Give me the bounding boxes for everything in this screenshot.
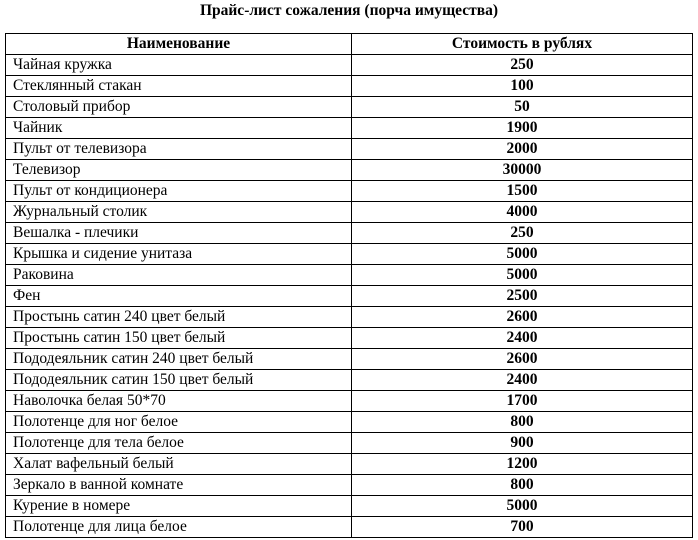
table-row	[6, 370, 693, 391]
table-row	[6, 244, 693, 265]
table-header-row	[6, 34, 693, 55]
item-cost-cell: 4000	[352, 202, 693, 223]
item-name-cell: Столовый прибор	[6, 97, 352, 118]
item-name-cell: Зеркало в ванной комнате	[6, 475, 352, 496]
item-cost-cell: 800	[352, 412, 693, 433]
item-name-cell: Курение в номере	[6, 496, 352, 517]
item-name-cell: Чайник	[6, 118, 352, 139]
item-cost-cell: 700	[352, 517, 693, 538]
item-name-cell: Телевизор	[6, 160, 352, 181]
item-cost-cell: 800	[352, 475, 693, 496]
item-name-cell: Халат вафельный белый	[6, 454, 352, 475]
table-row	[6, 496, 693, 517]
item-name-cell: Полотенце для лица белое	[6, 517, 352, 538]
item-name-cell: Простынь сатин 150 цвет белый	[6, 328, 352, 349]
item-cost-cell: 2000	[352, 139, 693, 160]
item-name-cell: Журнальный столик	[6, 202, 352, 223]
item-cost-cell: 1500	[352, 181, 693, 202]
item-cost-cell: 5000	[352, 265, 693, 286]
price-table	[5, 33, 693, 538]
item-cost-cell: 2400	[352, 370, 693, 391]
item-name-cell: Наволочка белая 50*70	[6, 391, 352, 412]
item-cost-cell: 250	[352, 223, 693, 244]
item-name-cell: Пододеяльник сатин 150 цвет белый	[6, 370, 352, 391]
item-name-cell: Пододеяльник сатин 240 цвет белый	[6, 349, 352, 370]
document-title: Прайс-лист сожаления (порча имущества)	[199, 2, 499, 19]
item-cost-cell: 50	[352, 97, 693, 118]
table-row	[6, 223, 693, 244]
item-cost-cell: 1200	[352, 454, 693, 475]
item-cost-cell: 5000	[352, 496, 693, 517]
item-name-cell: Раковина	[6, 265, 352, 286]
item-name-cell: Крышка и сидение унитаза	[6, 244, 352, 265]
table-row	[6, 475, 693, 496]
item-cost-cell: 30000	[352, 160, 693, 181]
item-cost-cell: 1900	[352, 118, 693, 139]
table-row	[6, 286, 693, 307]
item-cost-cell: 100	[352, 76, 693, 97]
item-cost-cell: 5000	[352, 244, 693, 265]
table-row	[6, 454, 693, 475]
item-name-cell: Стеклянный стакан	[6, 76, 352, 97]
table-row	[6, 328, 693, 349]
item-name-cell: Полотенце для тела белое	[6, 433, 352, 454]
table-row	[6, 55, 693, 76]
column-header-name: Наименование	[6, 34, 352, 55]
table-row	[6, 202, 693, 223]
item-name-cell: Вешалка - плечики	[6, 223, 352, 244]
item-name-cell: Чайная кружка	[6, 55, 352, 76]
table-row	[6, 307, 693, 328]
table-row	[6, 76, 693, 97]
table-row	[6, 391, 693, 412]
table-row	[6, 139, 693, 160]
item-cost-cell: 2500	[352, 286, 693, 307]
table-row	[6, 433, 693, 454]
table-row	[6, 517, 693, 538]
table-row	[6, 160, 693, 181]
item-name-cell: Фен	[6, 286, 352, 307]
table-body	[6, 55, 693, 538]
column-header-cost: Стоимость в рублях	[352, 34, 693, 55]
item-name-cell: Полотенце для ног белое	[6, 412, 352, 433]
item-cost-cell: 1700	[352, 391, 693, 412]
table-row	[6, 118, 693, 139]
table-row	[6, 349, 693, 370]
item-cost-cell: 2600	[352, 307, 693, 328]
item-cost-cell: 250	[352, 55, 693, 76]
table-row	[6, 265, 693, 286]
item-cost-cell: 2600	[352, 349, 693, 370]
table-row	[6, 97, 693, 118]
item-cost-cell: 900	[352, 433, 693, 454]
table-row	[6, 181, 693, 202]
item-name-cell: Простынь сатин 240 цвет белый	[6, 307, 352, 328]
item-cost-cell: 2400	[352, 328, 693, 349]
item-name-cell: Пульт от телевизора	[6, 139, 352, 160]
item-name-cell: Пульт от кондиционера	[6, 181, 352, 202]
table-row	[6, 412, 693, 433]
